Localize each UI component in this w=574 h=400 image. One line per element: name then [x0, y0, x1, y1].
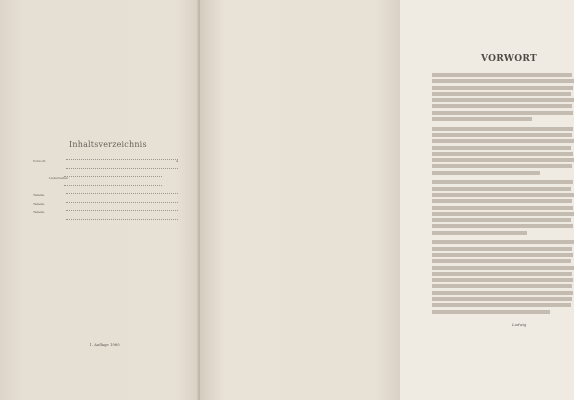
- toc-leader: [66, 210, 178, 211]
- toc-row: [33, 168, 178, 177]
- text-line: [432, 206, 573, 210]
- text-line: [432, 247, 572, 251]
- text-line: [432, 224, 573, 228]
- text-line: [432, 284, 572, 288]
- text-line: [432, 199, 572, 203]
- toc-leader: [66, 193, 178, 194]
- text-line: [432, 193, 574, 197]
- text-line: [432, 111, 573, 115]
- text-line: [432, 253, 573, 257]
- toc-row: [33, 185, 178, 194]
- text-line: [432, 303, 571, 307]
- text-line: [432, 259, 571, 263]
- toc-row: [33, 202, 178, 211]
- signature: Ludwig: [512, 322, 527, 327]
- toc-list: [33, 159, 178, 227]
- text-line: [432, 180, 573, 184]
- text-line: [432, 212, 574, 216]
- vorwort-title: VORWORT: [481, 54, 538, 64]
- vorwort-text: [432, 73, 574, 316]
- toc-leader: [66, 202, 178, 203]
- text-line: [432, 73, 572, 77]
- toc-entry-label: Tabelle: [33, 201, 45, 206]
- toc-row: [33, 219, 178, 228]
- toc-entry-label: Vorwort: [33, 159, 46, 163]
- text-line: [432, 133, 572, 137]
- text-line: [432, 231, 527, 235]
- toc-leader: [66, 168, 178, 169]
- left-page: [0, 0, 200, 400]
- text-line: [432, 158, 574, 162]
- toc-row: [33, 159, 178, 168]
- text-line: [432, 164, 572, 168]
- text-line: [432, 218, 571, 222]
- toc-entry-label: Lieferzeiten: [49, 176, 68, 180]
- edition-note: 1. Auflage 1960: [89, 342, 120, 347]
- text-line: [432, 278, 573, 282]
- toc-row: [33, 176, 178, 185]
- toc-leader: [66, 219, 178, 220]
- toc-entry-label: Tabelle: [33, 210, 45, 214]
- text-line: [432, 152, 573, 156]
- right-page: [200, 0, 538, 400]
- text-line: [432, 187, 571, 191]
- text-line: [432, 98, 574, 102]
- toc-title: Inhaltsverzeichnis: [69, 140, 147, 149]
- text-line: [432, 104, 572, 108]
- text-line: [432, 117, 532, 121]
- toc-leader: [66, 159, 178, 160]
- text-line: [432, 266, 574, 270]
- text-line: [432, 139, 574, 143]
- toc-row: [33, 193, 178, 202]
- toc-entry-label: Tabelle: [33, 193, 45, 197]
- toc-row: [33, 210, 178, 219]
- text-line: [432, 291, 573, 295]
- text-line: [432, 171, 540, 175]
- text-line: [432, 86, 573, 90]
- text-line: [432, 79, 574, 83]
- text-line: [432, 127, 573, 131]
- text-line: [432, 92, 571, 96]
- text-line: [432, 240, 574, 244]
- toc-leader: [64, 185, 162, 186]
- text-line: [432, 272, 572, 276]
- text-line: [432, 310, 550, 314]
- toc-entry-page: 4: [176, 159, 178, 163]
- text-line: [432, 146, 571, 150]
- toc-leader: [64, 176, 162, 177]
- text-line: [432, 297, 572, 301]
